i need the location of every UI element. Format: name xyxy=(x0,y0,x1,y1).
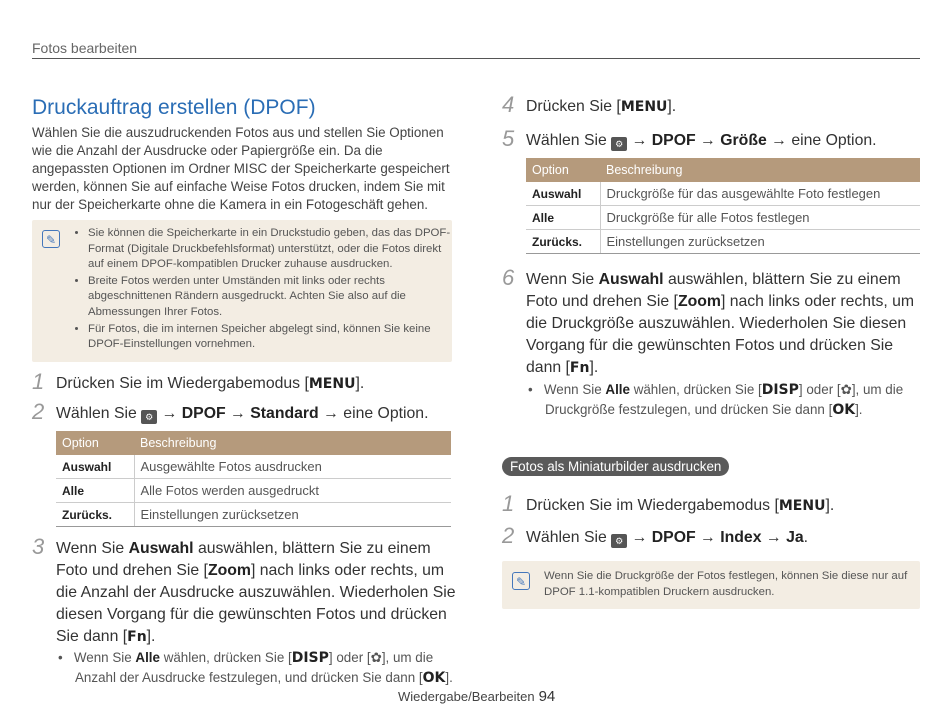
options-table-standard xyxy=(56,431,451,527)
step-text: Drücken Sie [MENU]. xyxy=(526,98,677,115)
menu-key: MENU xyxy=(308,376,356,392)
step-number: 2 xyxy=(32,399,45,424)
page-title: Druckauftrag erstellen (DPOF) xyxy=(32,96,316,119)
step-2 xyxy=(32,399,462,427)
step-6 xyxy=(502,265,922,379)
section-heading-pill: Fotos als Miniaturbilder ausdrucken xyxy=(502,457,729,476)
table-header: Option xyxy=(56,431,134,455)
step-3 xyxy=(32,534,472,658)
intro-paragraph: Wählen Sie die auszudruckenden Fotos aus und stellen Sie Optionen wie die Anzahl der Ausdrucke oder Papiergröße ein. Da die angepassten Optionen im Ordner MISC der Speicherkarte gespeichert werden, können Sie auf einfache Weise Fotos drucken, indem Sie mit nur der Speicherkarte ohne die Kamera in ein Fotogeschäft gehen. xyxy=(32,125,450,212)
macro-icon: ✿ xyxy=(370,650,382,665)
settings-camera-icon: ⚙ xyxy=(141,410,157,424)
table-row: Auswahl Ausgewählte Fotos ausdrucken xyxy=(56,455,451,479)
note-pen-icon: ✎ xyxy=(512,572,530,590)
table-header: Beschreibung xyxy=(134,431,451,455)
macro-icon: ✿ xyxy=(840,382,852,397)
note-item: • Breite Fotos werden unter Umständen mit links oder rechts abgeschnittenen Rändern ausgedruckt. Achten Sie also auf die Abmessungen Ihrer Fotos. xyxy=(88,274,460,321)
step-text: Wählen Sie ⚙ → DPOF → Größe → eine Option. xyxy=(526,132,877,149)
table-row: Zurücks. Einstellungen zurücksetzen xyxy=(56,503,451,527)
step-number: 4 xyxy=(502,92,515,117)
table-row: Alle Alle Fotos werden ausgedruckt xyxy=(56,479,451,503)
step-number: 3 xyxy=(32,534,45,559)
note-line: Wenn Sie die Druckgröße der Fotos festlegen, können Sie diese nur auf xyxy=(544,570,908,582)
footer-label: Wiedergabe/Bearbeiten xyxy=(398,689,535,704)
step-text: Wählen Sie ⚙ → DPOF → Standard → eine Option. xyxy=(56,405,429,422)
step-text: Wenn Sie Auswahl auswählen, blättern Sie zu einem Foto und drehen Sie [Zoom] nach links oder rechts, um die Anzahl der Ausdrucke auszuwählen. Wiederholen Sie diesen Vorgang für die gewünschten Fotos und drücken Sie dann [Fn]. xyxy=(56,540,456,645)
section-header: Fotos bearbeiten xyxy=(32,40,138,56)
note-pen-icon: ✎ xyxy=(42,230,60,248)
header-divider xyxy=(32,58,920,59)
note-line: DPOF 1.1-kompatiblen Druckern ausdrucken. xyxy=(544,586,775,598)
step-1 xyxy=(32,369,462,397)
menu-key: MENU xyxy=(778,498,826,514)
table-header: Option xyxy=(526,158,600,182)
step-number: 6 xyxy=(502,265,515,290)
settings-camera-icon: ⚙ xyxy=(611,534,627,548)
note-list xyxy=(68,226,460,354)
step-5 xyxy=(502,126,922,154)
note-box xyxy=(32,220,452,362)
step-text: Wählen Sie ⚙ → DPOF → Index → Ja. xyxy=(526,529,809,546)
note-item: • Für Fotos, die im internen Speicher abgelegt sind, können Sie keine DPOF-Einstellungen vornehmen. xyxy=(88,322,460,353)
table-row: Alle Druckgröße für alle Fotos festlegen xyxy=(526,206,920,230)
step-text: Drücken Sie im Wiedergabemodus [MENU]. xyxy=(56,375,365,392)
step-number: 1 xyxy=(502,491,515,516)
menu-key: MENU xyxy=(620,99,668,115)
table-row: Auswahl Druckgröße für das ausgewählte Foto festlegen xyxy=(526,182,920,206)
settings-camera-icon: ⚙ xyxy=(611,137,627,151)
options-table-size xyxy=(526,158,920,254)
step-number: 2 xyxy=(502,523,515,548)
table-header: Beschreibung xyxy=(600,158,920,182)
step-1-thumbnail xyxy=(502,491,922,519)
note-box-2 xyxy=(502,561,920,609)
step-text: Drücken Sie im Wiedergabemodus [MENU]. xyxy=(526,497,835,514)
step-4 xyxy=(502,92,922,120)
step-number: 5 xyxy=(502,126,515,151)
footer xyxy=(398,688,555,705)
step-text: Wenn Sie Auswahl auswählen, blättern Sie zu einem Foto und drehen Sie [Zoom] nach links oder rechts, um die Druckgröße auszuwählen. Wiederholen Sie diesen Vorgang für die gewünschten Fotos und drücken Sie dann [Fn]. xyxy=(526,271,915,376)
step-number: 1 xyxy=(32,369,45,394)
note-item: • Sie können die Speicherkarte in ein Druckstudio geben, das das DPOF-Format (Digitale Druckbefehlsformat) unterstützt, oder die Fotos direkt auf einem DPOF-kompatiblen Drucker zuhause ausdrucken. xyxy=(88,226,460,273)
step-6-sub-bullet: • Wenn Sie Alle wählen, drücken Sie [DISP] oder [✿], um die Druckgröße festzulegen, und drücken Sie dann [OK]. xyxy=(528,382,904,418)
page-number: 94 xyxy=(538,688,556,705)
table-row: Zurücks. Einstellungen zurücksetzen xyxy=(526,230,920,254)
step-2-thumbnail xyxy=(502,523,922,551)
step-3-sub-bullet: • Wenn Sie Alle wählen, drücken Sie [DISP] oder [✿], um die Anzahl der Ausdrucke festzulegen, und drücken Sie dann [OK]. xyxy=(58,650,453,686)
